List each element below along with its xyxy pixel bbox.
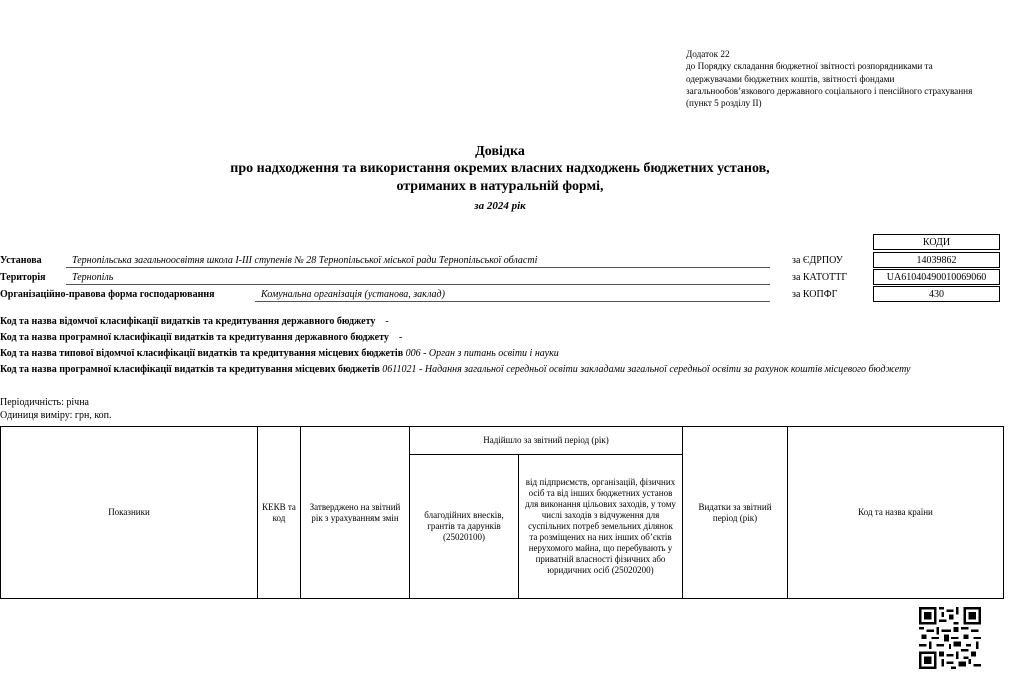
local-prog-classification-value: 0611021 - Надання загальної середньої освіти закладами загальної середньої освіти за рахунок коштів місцевого бюджету (382, 364, 911, 375)
katottg-code: UA61040490010069060 (873, 269, 1000, 285)
prog-classification (0, 331, 1005, 344)
appendix-clause: (пункт 5 розділу II) (686, 98, 762, 109)
local-prog-classification-label: Код та назва програмної класифікації видатків та кредитування місцевих бюджетів (0, 364, 380, 375)
territory-underline (66, 284, 770, 285)
report-table (0, 426, 1004, 599)
unit-of-measure: Одиниця виміру: грн, коп. (0, 410, 112, 421)
codes-header: КОДИ (873, 234, 1000, 250)
header-charity: благодійних внесків, грантів та дарунків (25020100) (410, 455, 519, 599)
prog-classification-label: Код та назва програмної класифікації видатків та кредитування державного бюджету (0, 332, 389, 343)
report-period: за 2024 рік (474, 200, 526, 212)
katottg-label: за КАТОТТГ (792, 272, 848, 283)
edrpou-code: 14039862 (873, 252, 1000, 268)
institution-underline (66, 267, 770, 268)
institution-value: Тернопільська загальноосвітня школа І-ІІІ ступенів № 28 Тернопільської міської ради Тернопільської області (72, 255, 538, 266)
territory-label: Територія (0, 272, 46, 283)
document-subtitle-1: про надходження та використання окремих власних надходжень бюджетних установ, (230, 161, 770, 176)
org-form-underline (255, 301, 770, 302)
appendix-number: Додаток 22 (686, 49, 730, 59)
org-form-label: Організаційно-правова форма господарювання (0, 289, 215, 300)
header-approved: Затверджено на звітний рік з урахуванням змін (301, 427, 410, 599)
dept-classification-value: - (385, 316, 389, 327)
local-prog-classification (0, 363, 1005, 376)
appendix-reference: до Порядку складання бюджетної звітності розпорядниками та одержувачами бюджетних коштів, звітності фондами загальнообов’язкового державного соціального і пенсійного страхування (686, 61, 973, 96)
dept-classification-label: Код та назва відомчої класифікації видатків та кредитування державного бюджету (0, 316, 376, 327)
institution-label: Установа (0, 255, 42, 266)
edrpou-label: за ЄДРПОУ (792, 255, 843, 266)
local-dept-classification-label: Код та назва типової відомчої класифікації видатків та кредитування місцевих бюджетів (0, 348, 404, 359)
header-expenses: Видатки за звітний період (рік) (683, 427, 788, 599)
header-indicators: Показники (1, 427, 258, 599)
appendix-note (686, 48, 976, 109)
local-dept-classification (0, 347, 1005, 360)
kopfg-code: 430 (873, 286, 1000, 302)
prog-classification-value: - (398, 332, 403, 343)
document-subtitle-2: отриманих в натуральній формі, (396, 179, 604, 194)
header-kekv: КЕКВ та код (258, 427, 301, 599)
kopfg-label: за КОПФГ (792, 289, 838, 300)
header-enterprises: від підприємств, організацій, фізичних осіб та від інших бюджетних установ для виконання цільових заходів, у тому числі заходів з відчуження для суспільних потреб земельних ділянок та розміщених на них інших об’єктів нерухомого майна, що перебувають у приватній власності фізичних або юридичних осіб (25020200) (519, 455, 683, 599)
dept-classification (0, 315, 1005, 328)
local-dept-classification-value: 006 - Орган з питань освіти і науки (405, 348, 559, 359)
header-received: Надійшло за звітний період (рік) (410, 427, 683, 455)
document-title: Довідка (475, 144, 525, 159)
org-form-value: Комунальна організація (установа, заклад) (261, 289, 445, 300)
periodicity: Періодичність: річна (0, 397, 89, 408)
territory-value: Тернопіль (72, 272, 114, 283)
qr-code-icon (919, 607, 981, 669)
header-country: Код та назва країни (788, 427, 1004, 599)
